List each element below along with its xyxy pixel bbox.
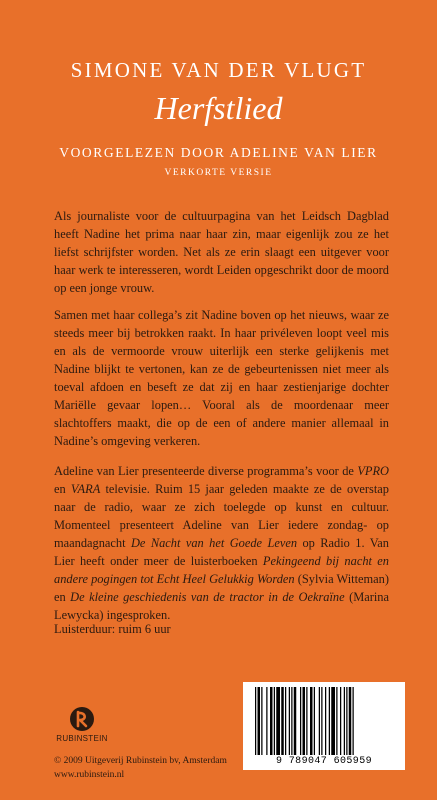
narrator-credit: VOORGELEZEN DOOR ADELINE VAN LIER: [59, 145, 378, 160]
publisher-website: www.rubinstein.nl: [54, 770, 125, 780]
bio-text: en: [54, 482, 71, 496]
bio-text: televisie. Ruim 15 jaar geleden maakte ze de overstap naar de radio, waar ze zich toelegde op kunst en cultuur. Momenteel presenteert Adeline van Lier iedere zondag- op maandagnacht: [54, 482, 389, 550]
narrator-bio: [54, 462, 389, 624]
bio-book-1: Pekingeend bij nacht en andere pogingen tot Echt Heel Gelukkig Worden: [54, 554, 389, 586]
author-name: SIMONE VAN DER VLUGT: [70, 58, 367, 82]
bio-vara: VARA: [70, 482, 101, 496]
synopsis-paragraph-2: Samen met haar collega’s zit Nadine boven op het nieuws, waar ze steeds meer bij betrokken raakt. In haar privéleven loopt veel mis en als de vermoorde vrouw uiterlijk een sterke gelijkenis met Nadine blijkt te vertonen, kan ze de gebeurtenissen niet meer als toeval afdoen en beseft ze dat zij en haar zestienjarige dochter Mariëlle gevaar lopen… Vooral als de moordenaar meer slachtoffers maakt, die op de een of andere manier allemaal in Nadine’s omgeving verkeren.: [54, 308, 389, 448]
bio-text: (Sylvia Witteman) en: [54, 572, 389, 604]
copyright-line: © 2009 Uitgeverij Rubinstein bv, Amsterdam: [54, 756, 227, 766]
book-title: Herfstlied: [154, 90, 283, 126]
rubinstein-logo-icon: [69, 706, 95, 732]
barcode-digits: 9 789047 605959: [275, 756, 372, 767]
bio-text: (Marina Lewycka) ingesproken.: [54, 590, 389, 622]
publisher-logo: [52, 706, 112, 743]
isbn-barcode: [243, 682, 405, 770]
publisher-info: [54, 754, 227, 782]
bio-vpro: VPRO: [357, 464, 389, 478]
bio-show: De Nacht van het Goede Leven: [130, 536, 298, 550]
publisher-logo-label: RUBINSTEIN: [56, 734, 108, 743]
barcode-bars-icon: [243, 687, 405, 759]
listening-duration: Luisterduur: ruim 6 uur: [54, 622, 171, 636]
synopsis-paragraph-1: Als journaliste voor de cultuurpagina van het Leidsch Dagblad heeft Nadine het prima naar haar zin, maar eigenlijk zou ze het liefst schrijfster worden. Net als ze erin slaagt een uitgever voor haar werk te interesseren, wordt Leiden opgeschrikt door de moord op een jonge vrouw.: [54, 209, 389, 295]
bio-text: op Radio 1. Van Lier heeft onder meer de luisterboeken: [54, 536, 390, 568]
edition-label: VERKORTE VERSIE: [164, 168, 273, 178]
bio-text: Adeline van Lier presenteerde diverse programma’s voor de: [54, 464, 358, 478]
bio-book-2: De kleine geschiedenis van de tractor in de Oekraïne: [70, 590, 345, 604]
